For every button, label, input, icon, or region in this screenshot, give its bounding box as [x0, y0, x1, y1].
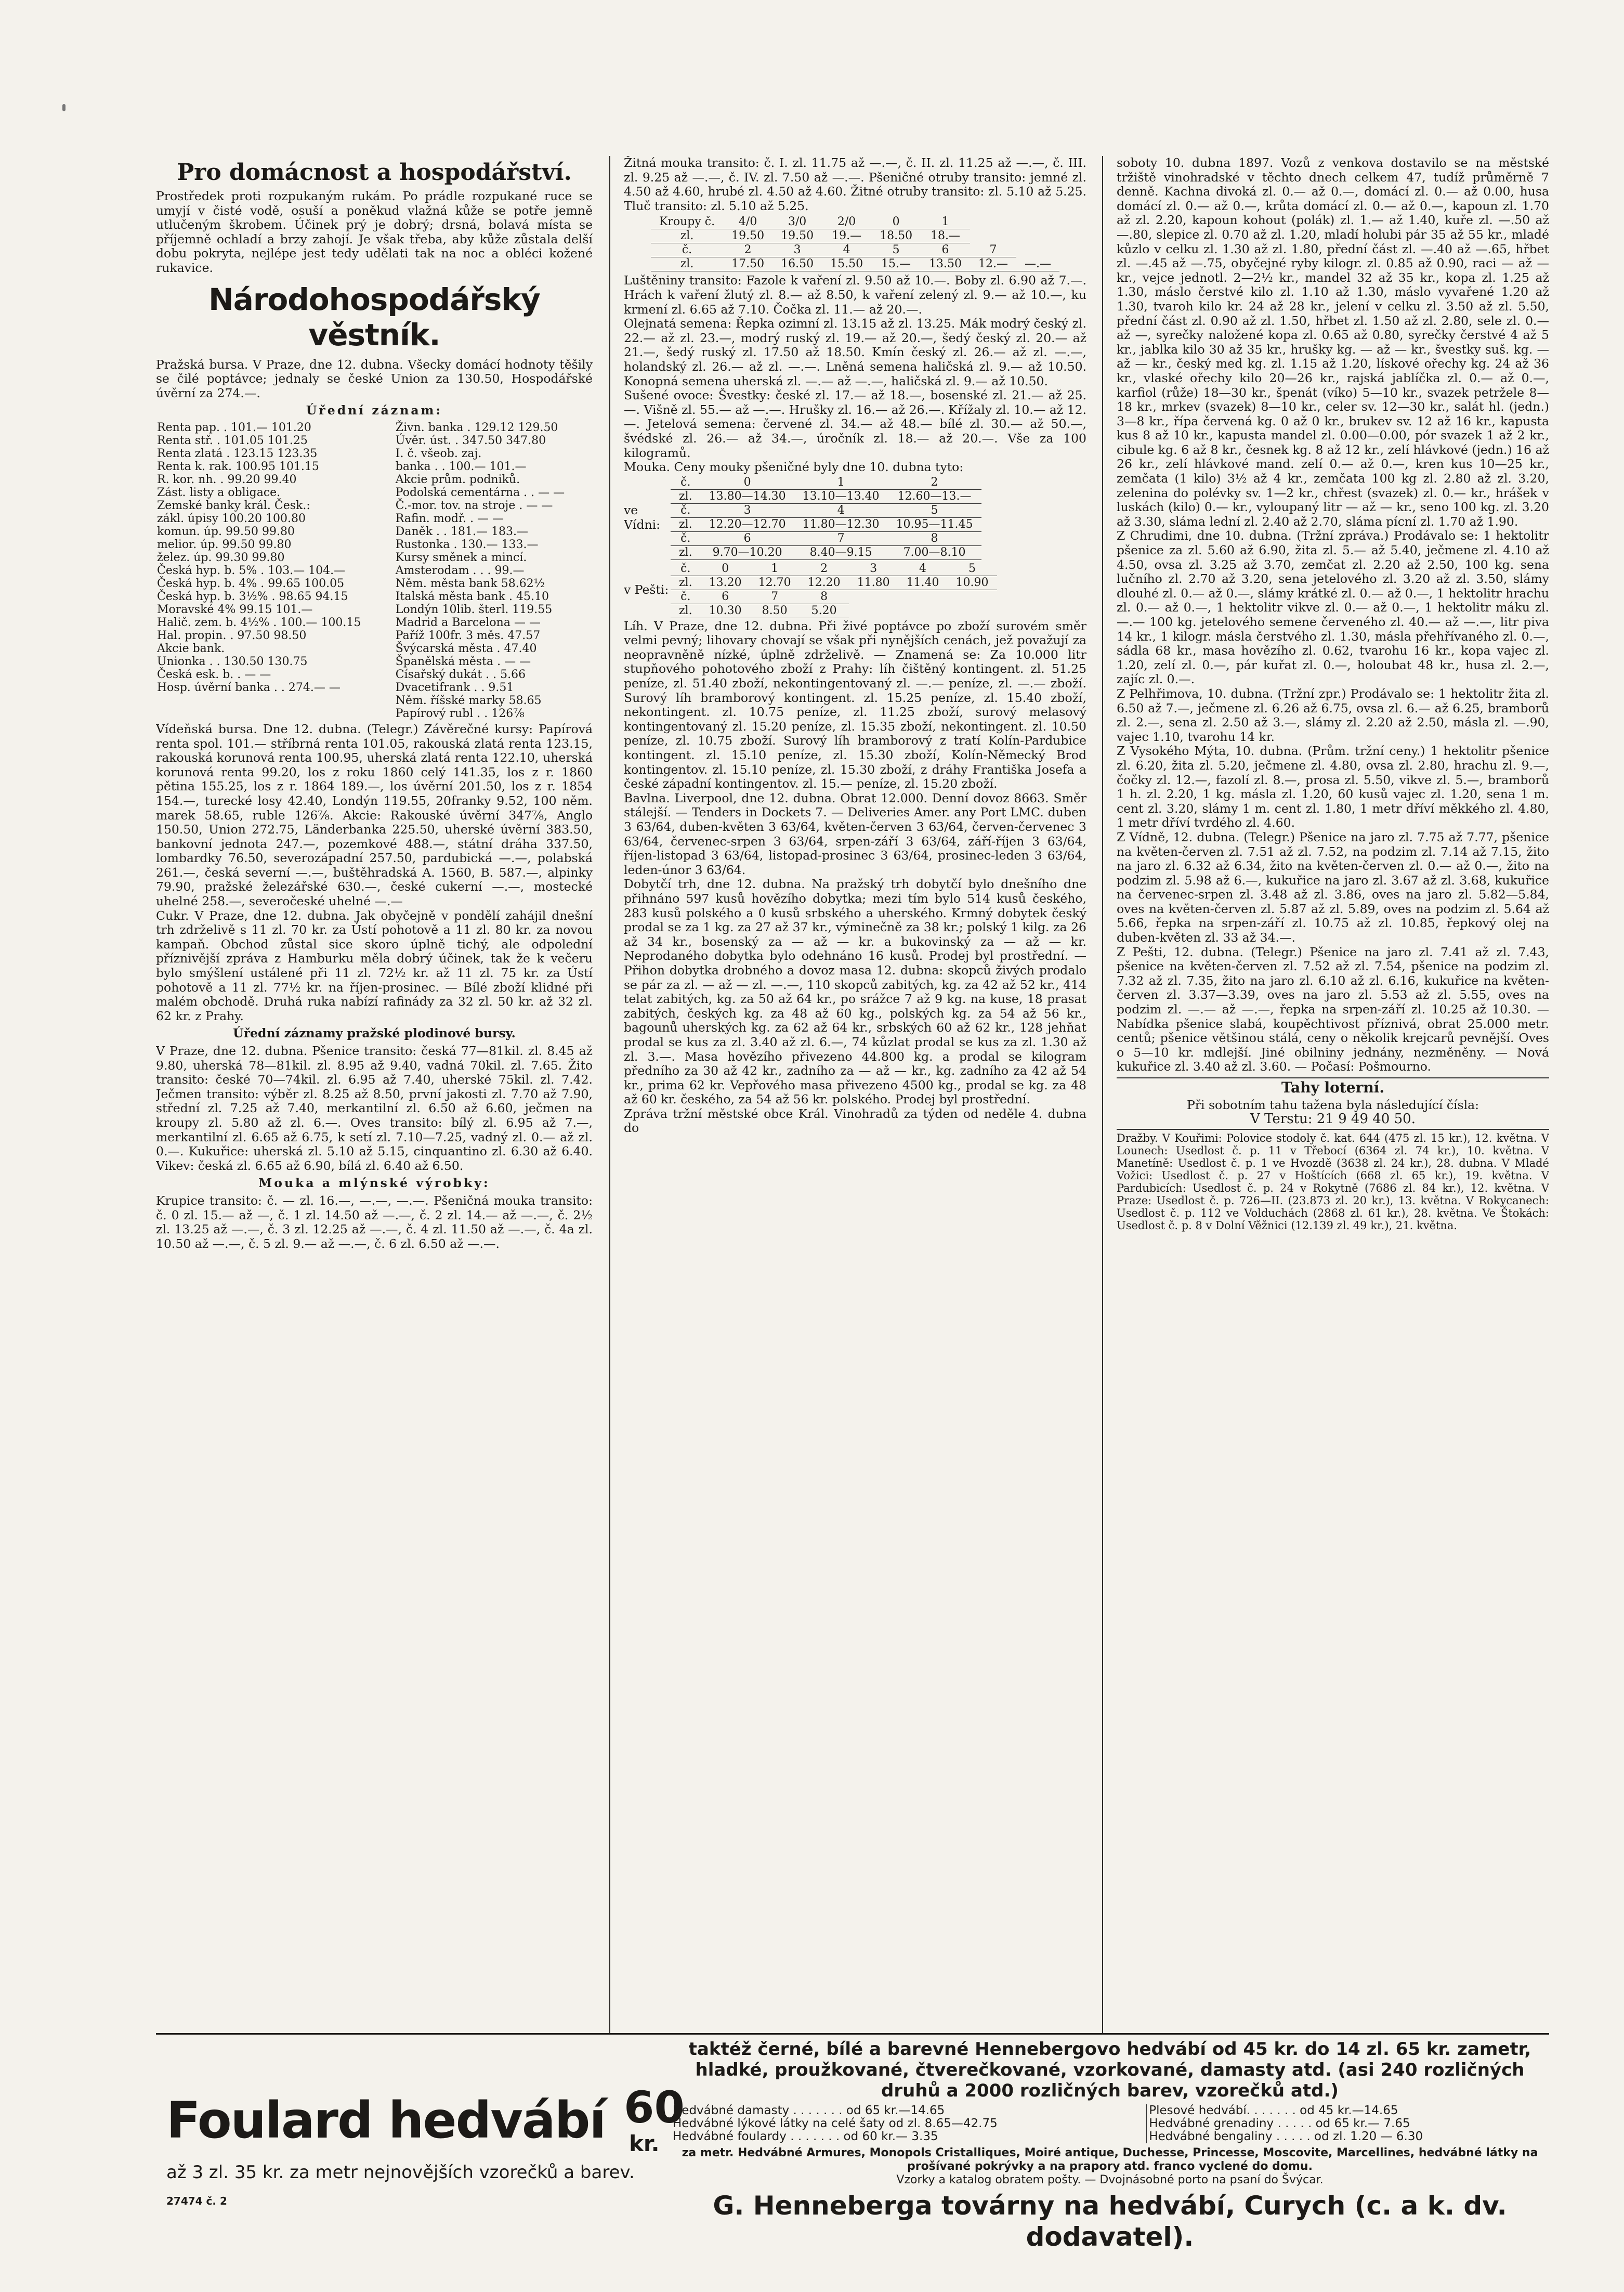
table-cell: Kroupy č. — [651, 215, 723, 229]
lottery-numbers: V Terstu: 21 9 49 40 50. — [1250, 1111, 1416, 1127]
exchange-row — [156, 551, 593, 564]
table-cell: Zást. listy a obligace. — [157, 486, 281, 499]
exchange-row — [156, 616, 593, 629]
table-cell: č. — [671, 562, 701, 576]
table-cell: Amsterodam . . . 99.— — [395, 564, 525, 577]
table-cell: banka . . 100.— 101.— — [395, 460, 527, 473]
table-cell: Česká hyp. b. 3½% . 98.65 94.15 — [157, 590, 348, 603]
groats-row — [651, 243, 1059, 257]
table-cell: 2/0 — [822, 215, 871, 229]
ad-firm-name: G. Henneberga továrny na hedvábí, Curych (c. a k. dv. dodavatel). — [713, 2191, 1507, 2252]
lottery-heading: Tahy loterní. — [1117, 1077, 1549, 1095]
vienna-flour-block — [624, 475, 1086, 561]
commodity-records-text: V Praze, dne 12. dubna. Pšenice transito: česká 77—81kil. zl. 8.45 až 9.80, uherská 78—81kil. zl. 8.95 až 9.40, vadná 70kil. zl. 7.65. Žito transito: české 70—74kil. zl. 6.95 až 7.40, uherské 75kil. zl. 7.42. Ječmen transito: výběr zl. 8.25 až 8.50, první jakosti zl. 7.70 až 7.90, střední zl. 7.25 až 7.40, merkantilní zl. 6.50 až 6.60, ječmen na kroupy zl. 5.80 až zl. 6.—. Oves transito: bílý zl. 6.95 až 7.—, merkantilní zl. 6.65 až 6.75, k setí zl. 7.10—7.25, vadný zl. 0.— až zl. 0.—. Kukuřice: uherská zl. 5.10 až 5.15, cinquantino zl. 6.30 až 6.40. Vikev: česká zl. 6.65 až 6.90, bílá zl. 6.40 až 6.50. — [156, 1044, 593, 1173]
exchange-row — [156, 642, 593, 655]
table-cell: zl. — [651, 257, 723, 271]
table-cell: 13.50 — [921, 257, 970, 271]
table-cell: zl. — [671, 489, 701, 503]
vienna-telegram-report: Z Vídně, 12. dubna. (Telegr.) Pšenice na jaro zl. 7.75 až 7.77, pšenice na květen-červen zl. 7.51 až zl. 7.52, na podzim zl. 7.14 až 7.15, žito na jaro zl. 6.32 až 6.34, žito na květen-červen zl. 0.— až 0.—, žito na podzim zl. 5.98 až 6.—, kukuřice na jaro zl. 3.67 až zl. 3.68, kukuřice na červenec-srpen zl. 3.48 až zl. 3.86, oves na jaro zl. 5.82—5.84, oves na květen-červen zl. 5.87 až zl. 5.89, oves na podzim zl. 5.64 až 5.66, řepka na srpen-září zl. 10.75 až zl. 10.85, řepkový olej na duben-květen zl. 33 až 34.—. — [1117, 829, 1549, 945]
table-cell: 2 — [888, 476, 981, 490]
table-cell: Italská města bank . 45.10 — [395, 590, 549, 603]
exchange-row — [156, 447, 593, 460]
dried-fruit-text: Sušené ovoce: Švestky: české zl. 17.— až 18.—, bosenské zl. 21.— až 25.—. Višně zl. 55.— až —.—. Hrušky zl. 16.— až 26.—. Křížaly zl. 10.— až 12.—. Jetelová semena: červené zl. 34.— až 48.— bílé zl. 30.— až 50.—, švédské zl. 26.— až 34.—, úročník zl. 18.— až 20.—. Vše za 100 kilogramů. — [624, 388, 1086, 460]
flour-prices-text: Mouka. Ceny mouky pšeničné byly dne 10. dubna tyto: — [624, 460, 964, 475]
table-cell: 12.20 — [800, 576, 849, 590]
table-cell: 2 — [800, 562, 849, 576]
ad-fabrics-text: za metr. Hedvábné Armures, Monopols Cristalliques, Moiré antique, Duchesse, Princesse, Moscovite, Marcellines, hedvábné látky na prošívané pokrývky a na prapory atd. franco vyclené do domu. — [682, 2146, 1538, 2173]
table-cell: 9.70—10.20 — [701, 545, 794, 559]
table-cell: Papírový rubl . . 126⅞ — [395, 707, 525, 720]
table-cell: Renta zlatá . 123.15 123.35 — [157, 447, 318, 460]
table-cell: 8 — [888, 531, 981, 545]
table-cell: Česká hyp. b. 4% . 99.65 100.05 — [157, 577, 345, 590]
newspaper-page — [156, 156, 1549, 2252]
vienna-flour-table — [671, 476, 981, 560]
vysoke-myto-report: Z Vysokého Mýta, 10. dubna. (Prům. tržní ceny.) 1 hektolitr pšenice zl. 6.20, žita zl. 5.20, ječmene zl. 4.80, ovsa zl. 2.80, hrachu zl. 9.—, čočky zl. 12.—, fazolí zl. 8.—, prosa zl. 5.50, vikve zl. 5.—, bramborů 1 h. zl. 2.20, 1 kg. másla zl. 1.20, 60 kusů vajec zl. 1.20, sena 1 m. cent zl. 3.20, slámy 1 m. cent zl. 1.80, 1 metr dříví měkkého zl. 4.80, 1 metr dříví tvrdého zl. 4.60. — [1117, 744, 1549, 830]
exchange-row — [156, 603, 593, 616]
table-cell: 19.— — [822, 229, 871, 243]
market-report-text: Zpráva tržní městské obce Král. Vinohradů za týden od neděle 4. dubna do — [624, 1106, 1086, 1136]
table-cell: 16.50 — [772, 257, 822, 271]
table-cell: Dvacetifrank . . 9.51 — [395, 681, 514, 694]
table-cell: 3 — [849, 562, 898, 576]
table-cell: Plesové hedvábí. . . . . . . od 45 kr.—14.65 — [1147, 2104, 1549, 2117]
table-cell: 13.20 — [701, 576, 750, 590]
household-heading: Pro domácnost a hospodářství. — [177, 159, 572, 186]
table-cell: Londýn 10lib. šterl. 119.55 — [395, 603, 553, 616]
table-cell: 3/0 — [772, 215, 822, 229]
table-cell: 4 — [898, 562, 948, 576]
table-cell: Renta k. rak. 100.95 101.15 — [157, 460, 319, 473]
table-cell: 1 — [750, 562, 800, 576]
table-cell: 8.50 — [750, 604, 800, 618]
flour-text: Krupice transito: č. — zl. 16.—, —.—, —.—. Pšeničná mouka transito: č. 0 zl. 15.— až —, č. 1 zl. 14.50 až —.—, č. 2 zl. 14.— až —.—, č. 2½ zl. 13.25 až —.—, č. 3 zl. 12.25 až —.—, č. 4 zl. 11.50 až —.—, č. 4a zl. 10.50 až —.—, č. 5 zl. 9.— až —.—, č. 6 zl. 6.50 až —.—. — [156, 1193, 593, 1251]
table-cell: 5 — [948, 562, 997, 576]
table-cell: č. — [651, 243, 723, 257]
table-cell: Č.-mor. tov. na stroje . — — — [395, 499, 553, 512]
table-cell: Hedvábné foulardy . . . . . . . od 60 kr.— 3.35 — [673, 2130, 938, 2143]
table-cell: Akcie prům. podniků. — [395, 473, 520, 486]
table-cell: 12.60—13.— — [888, 489, 981, 503]
table-cell: Úvěr. úst. . 347.50 347.80 — [395, 434, 546, 447]
spirits-text: Líh. V Praze, dne 12. dubna. Při živé poptávce po zboží surovém směr velmi pevný; lihovary chovají se však při nynějších cenách, jež považují za neopravněně nízké, úplně zdrželivě. — Znamená se: Za 10.000 litr stupňového pohotového zboží z Prahy: líh čištěný kontingent. zl. 51.25 peníze, zl. 51.40 zboží, nekontingentovaný zl. —.— peníze, zl. —.— zboží. Surový líh bramborový kontingent. zl. 15.25 peníze, zl. 15.40 zboží, nekontingent. zl. 10.75 peníze, zl. 11.25 zboží, surový melasový kontingentovaný zl. 15.20 peníze, zl. 15.35 zboží, nekontingent. zl. 10.50 peníze, zl. 10.75 zboží. Surový líh bramborový z tratí Kolín-Pardubice kontingent. zl. 15.10 peníze, zl. 15.30 zboží, Kolín-Německý Brod kontingentov. zl. 15.10 peníze, zl. 15.30 zboží, z dráhy Františka Josefa a české západní kontingentov. zl. 15.— peníze, zl. 15.20 zboží. — [624, 618, 1086, 791]
table-cell: Hal. propin. . 97.50 98.50 — [157, 629, 307, 642]
table-cell: Španělská města . — — — [395, 655, 531, 668]
table-cell: zákl. úpisy 100.20 100.80 — [157, 512, 306, 525]
pest-label: v Pešti: — [624, 582, 669, 597]
legumes-text: Luštěniny transito: Fazole k vaření zl. 9.50 až 10.—. Boby zl. 6.90 až 7.—. Hrách k vaření žlutý zl. 8.— až 8.50, k vaření zelený zl. 9.— až 10.—, ku krmení zl. 6.65 až 7.10. Čočka zl. 11.— až 20.—. — [624, 273, 1086, 317]
table-cell: 19.50 — [772, 229, 822, 243]
table-cell: 7.00—8.10 — [888, 545, 981, 559]
cotton-text: Bavlna. Liverpool, dne 12. dubna. Obrat 12.000. Denní dovoz 8663. Směr stálejší. — Tenders in Dockets 7. — Deliveries Amer. any Port LMC. duben 3 63/64, duben-květen 3 63/64, květen-červen 3 63/64, červen-červenec 3 63/64, červenec-srpen 3 63/64, srpen-září 3 63/64, září-říjen 3 63/64, říjen-listopad 3 63/64, listopad-prosinec 3 63/64, prosinec-leden 3 63/64, leden-únor 3 63/64. — [624, 790, 1086, 877]
table-cell: Halič. zem. b. 4½% . 100.— 100.15 — [157, 616, 361, 629]
exchange-row — [156, 499, 593, 512]
vienna-exchange-text: Vídeňská bursa. Dne 12. dubna. (Telegr.) Závěrečné kursy: Papírová renta spol. 101.— stříbrná renta 101.05, rakouská zlatá renta 123.15, rakouská korunová renta 100.95, uherská zlatá renta 122.10, uherská korunová renta 99.20, los z roku 1860 celý 141.35, los z r. 1860 pětina 155.25, los z r. 1864 189.—, los úvěrní 201.50, los z r. 1854 154.—, turecké losy 42.40, Londýn 119.55, 20franky 9.52, 100 něm. marek 58.65, ruble 126⅞. Akcie: Rakouské úvěrní 347⅞, Anglo 150.50, Union 272.75, Länderbanka 225.50, uherské úvěrní 383.50, bankovní jednota 247.—, pozemkové 488.—, státní dráha 337.50, lombardky 76.50, severozápadní 257.50, pardubická —.—, polabská 261.—, česká severní —.—, buštěhradská A. 1560, B. 587.—, alpinky 79.90, pražské železářské 630.—, české cukerní —.—, mostecké uhelné 258.—, severočeské uhelné —.— — [156, 721, 593, 909]
exchange-row — [156, 525, 593, 538]
table-cell: 0 — [871, 215, 921, 229]
table-cell: zl. — [651, 229, 723, 243]
table-cell: 12.20—12.70 — [701, 517, 794, 531]
exchange-row — [156, 590, 593, 603]
table-cell: Akcie bank. — [157, 642, 225, 655]
table-cell: 15.50 — [822, 257, 871, 271]
column-rule — [609, 156, 610, 2033]
table-cell: 13.80—14.30 — [701, 489, 794, 503]
table-cell: Něm. města bank 58.62½ — [395, 577, 545, 590]
table-cell: 5 — [888, 503, 981, 517]
pest-flour-row — [671, 576, 997, 590]
table-cell: 5.20 — [800, 604, 849, 618]
ad-price-table — [671, 2104, 1549, 2143]
table-cell: Moravské 4% 99.15 101.— — [157, 603, 313, 616]
table-cell: 3 — [701, 503, 794, 517]
sugar-text: Cukr. V Praze, dne 12. dubna. Jak obyčejně v pondělí zahájil dnešní trh zdrželivě s 11 zl. 70 kr. za Ústí pohotově a 11 zl. 80 kr. za novou kampaň. Obchod zůstal sice skoro úplně tichý, ale odpolední příznivější zpráva z Hamburku měla dobrý účinek, tak že k večeru bylo smýšlení ustálené při 11 zl. 72½ kr. až 11 zl. 75 kr. za Ústí pohotově a 11 zl. 77½ kr. na říjen-prosinec. — Bílé zboží klidné při malém obchodě. Druhá ruka nabízí rafinády za 32 zl. 50 kr. až 32 zl. 62 kr. z Prahy. — [156, 908, 593, 1023]
table-cell: želez. úp. 99.30 99.80 — [157, 551, 285, 564]
cattle-market-text: Dobytčí trh, dne 12. dubna. Na pražský trh dobytčí bylo dnešního dne přihnáno 597 kusů hovězího dobytka; mezi tím bylo 514 kusů českého, 283 kusů polského a 0 kusů srbského a uherského. Krmný dobytek český prodal se za 1 kg. za 27 až 37 kr., výminečně za 38 kr.; polský 1 kilg. za 26 až 34 kr., bosenský za — až — kr. a bukovinský za — až — kr. Neprodaného dobytka bylo odehnáno 16 kusů. Prodej byl prostřední. — Přihon dobytka drobného a dovoz masa 12. dubna: skopců živých prodalo se pár za zl. — až — zl. —.—, 110 skopců zabitých, kg. za 42 až 52 kr., 414 telat zabitých, kg. za 50 až 64 kr., po srážce 7 až 9 kg. na kuse, 18 prasat zabitých, českých kg. za 48 až 60 kg., polských kg. za 54 až 56 kr., bagounů uherských kg. za 62 až 64 kr., srbských 60 až 62 kr., 128 jehňat prodal se kus za zl. 3.40 až zl. 6.—, 74 kůzlat prodal se kus za zl. 1.30 až zl. 3.—. Masa hovězího přivezeno 44.800 kg. a prodal se kilogram předního za 30 až 42 kr., zadního za — až — kr., kg. zadního za 42 až 54 kr., prima 62 kr. Vepřového masa přivezeno 4500 kg., prodal se kg. za 48 až 60 kr. českého, za 54 až 56 kr. polského. Prodej byl prostřední. — [624, 877, 1086, 1107]
table-cell: Hedvábné grenadiny . . . . . od 65 kr.— 7.65 — [1147, 2117, 1549, 2130]
table-cell: I. č. všeob. zaj. — [395, 447, 482, 460]
ad-price-line: až 3 zl. 35 kr. za metr nejnovějších vzorečků a barev. — [166, 2162, 635, 2183]
table-cell: 17.50 — [723, 257, 772, 271]
exchange-row — [156, 473, 593, 486]
table-cell: Zemské banky král. Česk.: — [157, 499, 310, 512]
table-cell: 10.30 — [701, 604, 750, 618]
economic-bulletin-heading: Národohospodářský věstník. — [208, 281, 540, 353]
table-cell: 1 — [921, 215, 970, 229]
table-cell: č. — [671, 503, 701, 517]
table-cell: 7 — [750, 590, 800, 604]
rye-flour-text: Žitná mouka transito: č. I. zl. 11.75 až —.—, č. II. zl. 11.25 až —.—, č. III. zl. 9.25 až —.—, č. IV. zl. 7.50 až —.—. Pšeničné otruby transito: jemné zl. 4.50 až 4.60, hrubé zl. 4.50 až 4.60. Žitné otruby transito: zl. 5.10 až 5.25. Tluč transito: zl. 5.10 až 5.25. — [624, 156, 1086, 213]
exchange-table — [156, 421, 593, 720]
pest-flour-row — [671, 590, 997, 604]
groats-row — [651, 257, 1059, 271]
table-cell: Madrid a Barcelona — — — [395, 616, 541, 629]
table-cell: 5 — [871, 243, 921, 257]
table-cell: Česká hyp. b. 5% . 103.— 104.— — [157, 564, 346, 577]
table-cell: Hedvábné bengaliny . . . . . od zl. 1.20 — 6.30 — [1147, 2130, 1549, 2143]
table-cell: č. — [671, 590, 701, 604]
pest-flour-block — [624, 561, 1086, 619]
ad-price-row — [671, 2104, 1549, 2117]
auctions-text: Dražby. V Kouřimi: Polovice stodoly č. kat. 644 (475 zl. 15 kr.), 12. května. V Lounech: Usedlost č. p. 11 v Třebocí (6364 zl. 74 kr.), 10. května. V Manetíně: Usedlost č. p. 1 ve Hvozdě (3638 zl. 24 kr.), 28. dubna. V Mladé Vožici: Usedlost č. p. 27 v Hoštících (668 zl. 65 kr.), 19. května. V Pardubicích: Usedlost č. p. 24 v Rokytně (7686 zl. 84 kr.), 12. května. V Praze: Usedlost č. p. 726—II. (23.873 zl. 20 kr.), 13. května. V Rokycanech: Usedlost č. p. 112 ve Volduchách (2868 zl. 61 kr.), 28. května. Ve Štokách: Usedlost č. p. 8 v Dolní Věžnici (12.139 zl. 49 kr.), 21. května. — [1117, 1131, 1549, 1232]
table-cell: 11.40 — [898, 576, 948, 590]
table-cell: Renta stř. . 101.05 101.25 — [157, 434, 308, 447]
table-cell: Hedvábné lýkové látky na celé šaty od zl. 8.65—42.75 — [673, 2117, 998, 2130]
exchange-row — [156, 421, 593, 434]
flour-heading: Mouka a mlýnské výrobky: — [258, 1176, 490, 1191]
table-cell: Paříž 100fr. 3 měs. 47.57 — [395, 629, 541, 642]
table-cell — [156, 707, 395, 720]
table-cell: 4/0 — [723, 215, 772, 229]
vienna-flour-row — [671, 503, 981, 517]
ad-samples-text: Vzorky a katalog obratem pošty. — Dvojnásobné porto na psaní do Švýcar. — [896, 2173, 1324, 2186]
table-cell: 10.95—11.45 — [888, 517, 981, 531]
table-cell: Rafin. modř. . — — — [395, 512, 504, 525]
table-cell: 1 — [794, 476, 888, 490]
table-cell: Rustonka . 130.— 133.— — [395, 538, 539, 551]
table-cell: 13.10—13.40 — [794, 489, 888, 503]
table-cell: 11.80—12.30 — [794, 517, 888, 531]
vinohrady-market-text: soboty 10. dubna 1897. Vozů z venkova dostavilo se na městské tržiště vinohradské v těchto dnech celkem 47, tudíž průměrně 7 denně. Kachna divoká zl. 0.— až 0.—, domácí zl. 0.— až 0.00, husa domácí zl. 0.— až 0.—, krůta domácí zl. 0.— až 0.—, kapoun zl. 1.70 až zl. 2.20, kapoun kohout (polák) zl. 1.— až 1.40, kuře zl. —.50 až —.80, slepice zl. 0.70 až zl. 1.20, mladí holubi pár 35 až 55 kr., mladé kůzlo v celku zl. 1.30 až zl. 1.80, přední část zl. —.40 až —.65, hřbet zl. —.45 až —.75, obyčejné ryby kilogr. zl. 0.85 až 0.90, raci — až — kr., vejce jednotl. 2—2½ kr., mandel 32 až 35 kr., kopa zl. 1.25 až 1.30, máslo čerstvé kilo zl. 1.10 až 1.30, máslo vyvařené 1.20 až 1.30, tvaroh kilo kr. 24 až 28 kr., jelení v celku zl. 3.50 až zl. 5.50, přední část zl. 0.90 až zl. 1.50, hřbet zl. 1.50 až zl. 2.80, sele zl. 0.— až —, syrečky naložené kopa zl. 0.65 až 0.80, syrečky čerstvé 4 až 5 kr., jablka kilo 30 až 35 kr., hrušky kg. — až — kr., švestky suš. kg. — až — kr., český med kg. zl. 1.15 až 1.20, lískové ořechy kg. 24 až 36 kr., vlaské ořechy kilo 20—26 kr., rajská jablíčka zl. 0.— až 0.—, karfiol (růže) 18—30 kr., špenát (víko) 5—10 kr., svazek petržele 8—18 kr., mrkev (svazek) 8—10 kr., celer sv. 12—30 kr., salát hl. (jedn.) 3—8 kr., řípa červená kg. 0 až 0 kr., brukev sv. 12 až 16 kr., kapusta kus 8 až 10 kr., kapusta mandel zl. 0.00—0.00, pór svazek 1 až 2 kr., cibule kg. 6 až 8 kr., česnek kg. 8 až 12 kr., zelí hlávkové (jedn.) 16 až 26 kr., zelí hlávkové mand. zelí 0.— až 0.—, kren kus 10—25 kr., zemčata (1 kilo) 3½ až 4 kr., zemčata 100 kg zl. 2.80 až zl. 3.20, zelenina do polévky sv. 1—2 kr., chřest (svazek) zl. 0.— kr., hrášek v luskách (kilo) 0.— kr., vyloupaný litr — až — kr., seno 100 kg. zl. 3.20 až 3.30, sláma lední zl. 2.40 až 2.70, sláma pícní zl. 1.70 až 1.90. — [1117, 156, 1549, 529]
ad-title: Foulard hedvábí — [166, 2091, 606, 2150]
table-cell: 12.— — [970, 257, 1016, 271]
table-cell: 0 — [701, 562, 750, 576]
vienna-label: ve Vídni: — [624, 503, 661, 532]
table-cell: zl. — [671, 576, 701, 590]
ad-price-number: 60 — [624, 2082, 685, 2133]
table-cell: 8 — [800, 590, 849, 604]
table-cell: 6 — [921, 243, 970, 257]
exchange-row — [156, 564, 593, 577]
exchange-row — [156, 629, 593, 642]
pest-telegram-report: Z Pešti, 12. dubna. (Telegr.) Pšenice na jaro zl. 7.41 až zl. 7.43, pšenice na květen-červen zl. 7.52 až zl. 7.54, pšenice na podzim zl. 7.32 až zl. 7.35, žito na jaro zl. 6.10 až zl. 6.16, kukuřice na květen-červen zl. 3.37—3.39, oves na jaro zl. 5.53 až zl. 5.55, oves na podzim zl. —.— až —.—, řepka na srpen-září zl. 10.25 až 10.30. — Nabídka pšenice slabá, koupěchtivost příznivá, obrat 25.000 metr. centů; pšenice většinou stálá, ceny o několik krejcarů pevnější. Oves o 5—10 kr. mdlejší. Jiné obilniny jednány, nezměněny. — Nová kukuřice zl. 3.40 až zl. 3.60. — Počasí: Pošmourno. — [1117, 944, 1549, 1074]
exchange-row — [156, 707, 593, 720]
table-cell: komun. úp. 99.50 99.80 — [157, 525, 295, 538]
pest-flour-table — [671, 562, 997, 618]
groats-row — [651, 215, 1059, 229]
divider — [1117, 1129, 1549, 1130]
exchange-row — [156, 460, 593, 473]
table-cell: 18.50 — [871, 229, 921, 243]
exchange-row — [156, 681, 593, 694]
column-3 — [1117, 156, 1549, 2028]
pest-flour-row — [671, 562, 997, 576]
vienna-flour-row — [671, 489, 981, 503]
table-cell: zl. — [671, 517, 701, 531]
table-cell: 19.50 — [723, 229, 772, 243]
table-cell: 4 — [794, 503, 888, 517]
table-cell: zl. — [671, 545, 701, 559]
table-cell: Renta pap. . 101.— 101.20 — [157, 421, 311, 434]
table-cell: 7 — [970, 243, 1016, 257]
table-cell: Něm. říšské marky 58.65 — [395, 694, 542, 707]
ad-price-unit: kr. — [629, 2131, 660, 2156]
table-cell: 8.40—9.15 — [794, 545, 888, 559]
exchange-row — [156, 512, 593, 525]
official-record-heading: Úřední záznam: — [306, 403, 443, 418]
vienna-flour-row — [671, 545, 981, 559]
vienna-flour-row — [671, 531, 981, 545]
table-cell: 15.— — [871, 257, 921, 271]
exchange-row — [156, 486, 593, 499]
chrudim-report: Z Chrudimi, dne 10. dubna. (Tržní zpráva.) Prodávalo se: 1 hektolitr pšenice za zl. 5.60 až 6.90, žita zl. 5.— až 5.40, ječmene zl. 4.10 až 4.50, ovsa zl. 3.25 až 3.70, zemčat zl. 2.20 až 2.50, 100 kg. sena lučního zl. 2.70 až 3.20, sena jetelového zl. 3.20 až zl. 3.50, slámy dlouhé zl. 0.— až 0.—, slámy krátké zl. 0.— až 0.—, 1 hektolitr hrachu zl. 0.— až 0.—, 1 hektolitr vikve zl. 0.— až 0.—, 1 hektolitr máku zl. —.— 100 kg. jetelového semene červeného zl. 40.— až —.—, litr piva 14 kr., 1 kilogr. másla čerstvého zl. 1.30, másla přehřívaného zl. 0.—, sádla 68 kr., masa hovězího zl. 0.62, tvarohu 16 kr., kopa vajec zl. 1.20, zelí zl. 0.—, pár kuřat zl. 0.—, holoubat 48 kr., husa zl. 2.—, zajíc zl. 0.—. — [1117, 528, 1549, 687]
table-cell: Česká esk. b. . — — — [157, 668, 271, 681]
table-cell: Živn. banka . 129.12 129.50 — [395, 421, 558, 434]
table-cell: Daněk . . 181.— 183.— — [395, 525, 528, 538]
groats-table — [651, 215, 1059, 271]
ad-left-panel — [156, 2035, 685, 2211]
column-1 — [156, 156, 593, 2028]
table-cell: 12.70 — [750, 576, 800, 590]
table-cell: zl. — [671, 604, 701, 618]
table-cell: Švýcarská města . 47.40 — [395, 642, 537, 655]
ad-right-panel — [671, 2039, 1549, 2252]
table-cell: Císařský dukát . . 5.66 — [395, 668, 526, 681]
exchange-row — [156, 668, 593, 681]
table-cell: Hedvábné damasty . . . . . . . od 65 kr.—14.65 — [673, 2104, 945, 2117]
table-cell: 10.90 — [948, 576, 997, 590]
prague-exchange-text: Pražská bursa. V Praze, dne 12. dubna. Všecky domácí hodnoty těšily se čilé poptávce; jednaly se české Union za 130.50, Hospodářské úvěrní za 274.—. — [156, 357, 593, 400]
exchange-row — [156, 577, 593, 590]
table-cell: 11.80 — [849, 576, 898, 590]
vienna-flour-row — [671, 517, 981, 531]
table-cell: 7 — [794, 531, 888, 545]
table-cell: 4 — [822, 243, 871, 257]
column-rule — [1102, 156, 1103, 2033]
pelhrimov-report: Z Pelhřimova, 10. dubna. (Tržní zpr.) Prodávalo se: 1 hektolitr žita zl. 6.50 až 7.—, ječmene zl. 6.26 až 6.75, ovsa zl. 6.— až 6.25, bramborů zl. 2.—, sena zl. 2.50 až 3.—, slámy zl. 2.20 až 2.50, másla zl. —.90, vajec 1.10, tvarohu 14 kr. — [1117, 686, 1549, 744]
table-cell: Kursy směnek a mincí. — [395, 551, 527, 564]
ad-top-text: taktéž černé, bílé a barevné Hennebergovo hedvábí od 45 kr. do 14 zl. 65 kr. zametr, hladké, proužkované, čtverečkované, vzorkované, damasty atd. (asi 240 rozličných druhů a 2000 rozličných barev, vzorečků atd.) — [688, 2039, 1531, 2101]
table-cell: č. — [671, 476, 701, 490]
pest-flour-row — [671, 604, 997, 618]
table-cell: 6 — [701, 531, 794, 545]
table-cell: R. kor. nh. . 99.20 99.40 — [157, 473, 297, 486]
household-text: Prostředek proti rozpukaným rukám. Po prádle rozpukané ruce se umyjí v čisté vodě, osuší a poněkud vlažná kůže se potře jemně utlučeným škrobem. Účinek prý je dobrý; drsná, bolavá místa se příjemně ochladí a brzy zahojí. Je však třeba, aby kůže zůstala delší dobu pokryta, nejlépe jest tedy udělati tak na noc a obléci kožené rukavice. — [156, 189, 593, 275]
table-cell: 3 — [772, 243, 822, 257]
exchange-row — [156, 694, 593, 707]
silk-advertisement — [156, 2033, 1549, 2252]
table-cell: Podolská cementárna . . — — — [395, 486, 565, 499]
groats-row — [651, 229, 1059, 243]
ad-code: 27474 č. 2 — [166, 2195, 227, 2207]
column-2 — [624, 156, 1086, 2028]
table-cell: č. — [671, 531, 701, 545]
table-cell: 2 — [723, 243, 772, 257]
table-cell: —.— — [1016, 257, 1059, 271]
table-cell: 6 — [701, 590, 750, 604]
exchange-row — [156, 538, 593, 551]
exchange-row — [156, 655, 593, 668]
table-cell: 0 — [701, 476, 794, 490]
commodity-records-heading: Úřední záznamy pražské plodinové bursy. — [233, 1026, 516, 1041]
ad-price-row — [671, 2130, 1549, 2143]
table-cell: 18.— — [921, 229, 970, 243]
margin-mark — [62, 104, 66, 111]
table-cell: Hosp. úvěrní banka . . 274.— — — [157, 681, 340, 694]
table-cell — [156, 694, 395, 707]
oilseeds-text: Olejnatá semena: Řepka ozimní zl. 13.15 až zl. 13.25. Mák modrý český zl. 22.— až zl. 23.—, modrý ruský zl. 19.— až 20.—, šedý český zl. 20.— až 21.—, šedý ruský zl. 17.50 až 18.50. Kmín český zl. 26.— až zl. —.—, holandský zl. 26.— až zl. —.—. Lněná semena haličská zl. 9.— až 10.50. Konopná semena uherská zl. —.— až —.—, haličská zl. 9.— až 10.50. — [624, 316, 1086, 388]
table-cell: Unionka . . 130.50 130.75 — [157, 655, 308, 668]
lottery-text: Při sobotním tahu tažena byla následující čísla: — [1186, 1097, 1479, 1112]
table-cell: melior. úp. 99.50 99.80 — [157, 538, 292, 551]
ad-price-row — [671, 2117, 1549, 2130]
vienna-flour-row — [671, 476, 981, 490]
exchange-row — [156, 434, 593, 447]
